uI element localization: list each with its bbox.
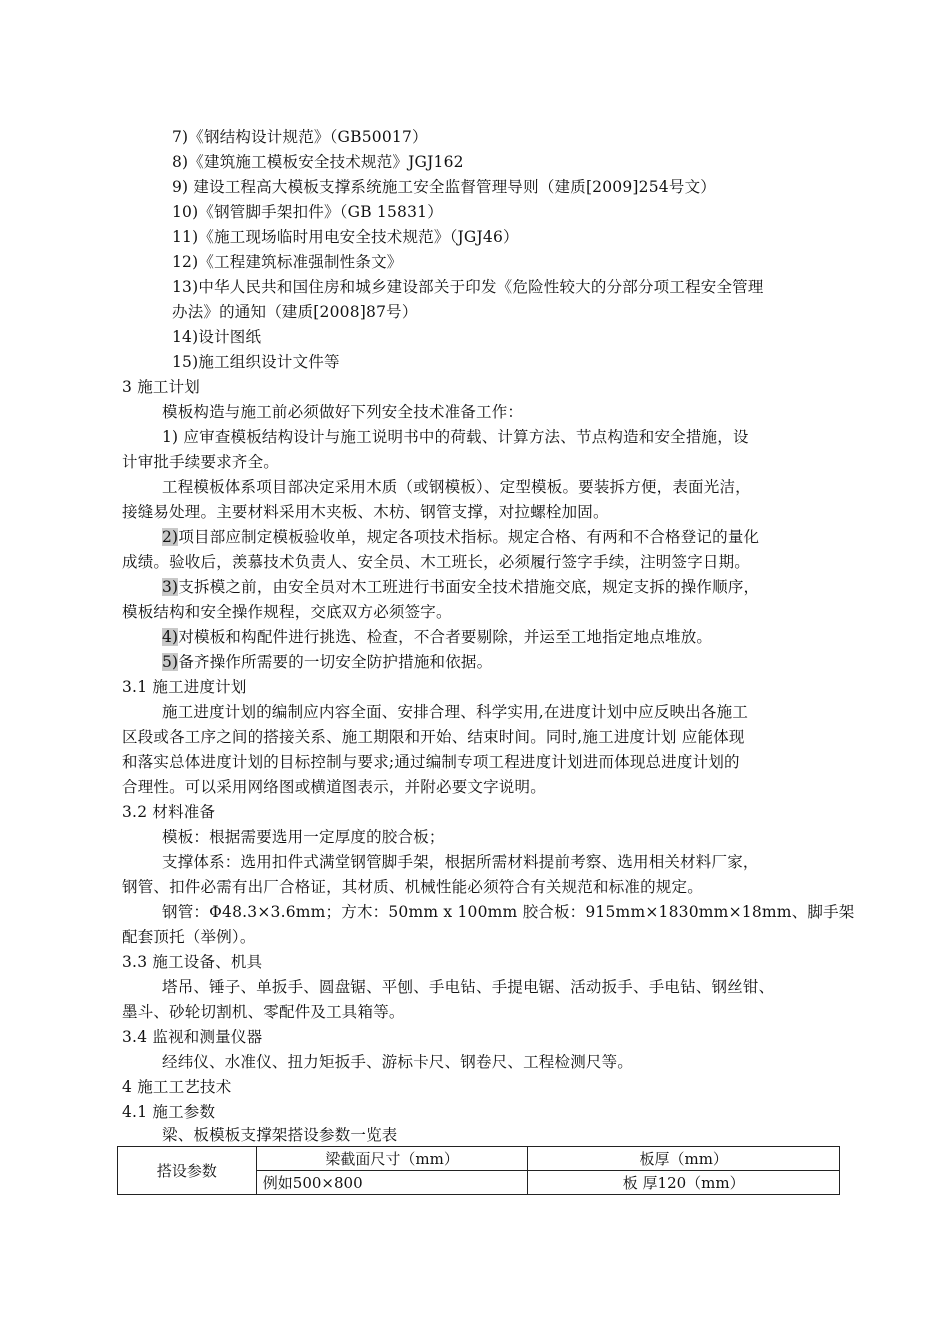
paragraph-line: 钢管：Φ48.3×3.6mm；方木：50mm x 100mm 胶合板：915mm×1830mm×18mm、脚手架 [162,903,855,921]
paragraph-line: 施工进度计划的编制应内容全面、安排合理、科学实用,在进度计划中应反映出各施工 [162,703,749,721]
table-cell: 例如500×800 [256,1171,528,1195]
highlighted-number: 5) [162,653,179,671]
table-row-header: 搭设参数 [118,1147,257,1195]
section-heading: 4 施工工艺技术 [122,1078,232,1096]
paragraph-line: 经纬仪、水准仪、扭力矩扳手、游标卡尺、钢卷尺、工程检测尺等。 [162,1053,634,1071]
table-caption: 梁、板模板支撑架搭设参数一览表 [162,1126,398,1144]
item-text: 项目部应制定模板验收单，规定各项技术指标。规定合格、有两和不合格登记的量化 [178,528,760,546]
paragraph-line: 合理性。可以采用网络图或横道图表示，并附必要文字说明。 [122,778,546,796]
paragraph-line: 计审批手续要求齐全。 [122,453,280,471]
table-row [118,1147,840,1171]
section-heading: 3.4 监视和测量仪器 [122,1028,263,1046]
paragraph-line [162,652,492,672]
paragraph-line: 模板：根据需要选用一定厚度的胶合板； [162,828,445,846]
paragraph-line: 工程模板体系项目部决定采用木质（或钢模板）、定型模板。要装拆方便，表面光洁， [162,478,751,496]
ref-item: 7)《钢结构设计规范》（GB50017） [172,128,428,146]
paragraph-line [162,627,712,647]
section-heading: 3.2 材料准备 [122,803,216,821]
paragraph-line: 配套顶托（举例）。 [122,928,256,946]
paragraph-line: 模板结构和安全操作规程，交底双方必须签字。 [122,603,452,621]
parameters-table [117,1146,840,1195]
table-cell: 板 厚120（mm） [528,1171,840,1195]
table-column-header: 板厚（mm） [528,1147,840,1171]
paragraph-line: 塔吊、锤子、单扳手、圆盘锯、平刨、手电钻、手提电锯、活动扳手、手电钻、钢丝钳、 [162,978,775,996]
ref-item: 12)《工程建筑标准强制性条文》 [172,253,403,271]
paragraph-line: 支撑体系：选用扣件式满堂钢管脚手架，根据所需材料提前考察、选用相关材料厂家， [162,853,759,871]
ref-item-continued: 办法》的通知（建质[2008]87号） [172,303,418,321]
paragraph-line: 成绩。验收后，羡慕技术负责人、安全员、木工班长，必须履行签字手续，注明签字日期。 [122,553,751,571]
subsection-heading: 4.1 施工参数 [122,1103,216,1121]
ref-item: 14)设计图纸 [172,328,262,346]
ref-item: 9) 建设工程高大模板支撑系统施工安全监督管理导则（建质[2009]254号文） [172,178,716,196]
section-heading: 3.3 施工设备、机具 [122,953,263,971]
paragraph-line: 钢管、扣件必需有出厂合格证，其材质、机械性能必须符合有关规范和标准的规定。 [122,878,703,896]
paragraph-line: 墨斗、砂轮切割机、零配件及工具箱等。 [122,1003,405,1021]
ref-item: 15)施工组织设计文件等 [172,353,340,371]
paragraph-line [162,527,759,547]
ref-item: 11)《施工现场临时用电安全技术规范》（JGJ46） [172,228,519,246]
paragraph-line: 区段或各工序之间的搭接关系、施工期限和开始、结束时间。同时,施工进度计划 应能体现 [122,728,745,746]
item-text: 备齐操作所需要的一切安全防护措施和依据。 [178,653,493,671]
section-heading: 3.1 施工进度计划 [122,678,247,696]
highlighted-number: 4) [162,628,179,646]
table-column-header: 梁截面尺寸（mm） [256,1147,528,1171]
item-text: 对模板和构配件进行挑选、检查，不合者要剔除，并运至工地指定地点堆放。 [178,628,713,646]
item-text: 支拆模之前，由安全员对木工班进行书面安全技术措施交底，规定支拆的操作顺序， [178,578,760,596]
ref-item: 13)中华人民共和国住房和城乡建设部关于印发《危险性较大的分部分项工程安全管理 [172,278,764,296]
paragraph-line: 模板构造与施工前必须做好下列安全技术准备工作： [162,403,524,421]
section-heading: 3 施工计划 [122,378,200,396]
paragraph-line: 和落实总体进度计划的目标控制与要求;通过编制专项工程进度计划进而体现总进度计划的 [122,753,740,771]
paragraph-line: 接缝易处理。主要材料采用木夹板、木枋、钢管支撑，对拉螺栓加固。 [122,503,609,521]
highlighted-number: 3) [162,578,179,596]
highlighted-number: 2) [162,528,179,546]
ref-item: 10)《钢管脚手架扣件》（GB 15831） [172,203,443,221]
ref-item: 8)《建筑施工模板安全技术规范》JGJ162 [172,153,464,171]
paragraph-line: 1) 应审查模板结构设计与施工说明书中的荷载、计算方法、节点构造和安全措施，设 [162,428,749,446]
paragraph-line [162,577,759,597]
